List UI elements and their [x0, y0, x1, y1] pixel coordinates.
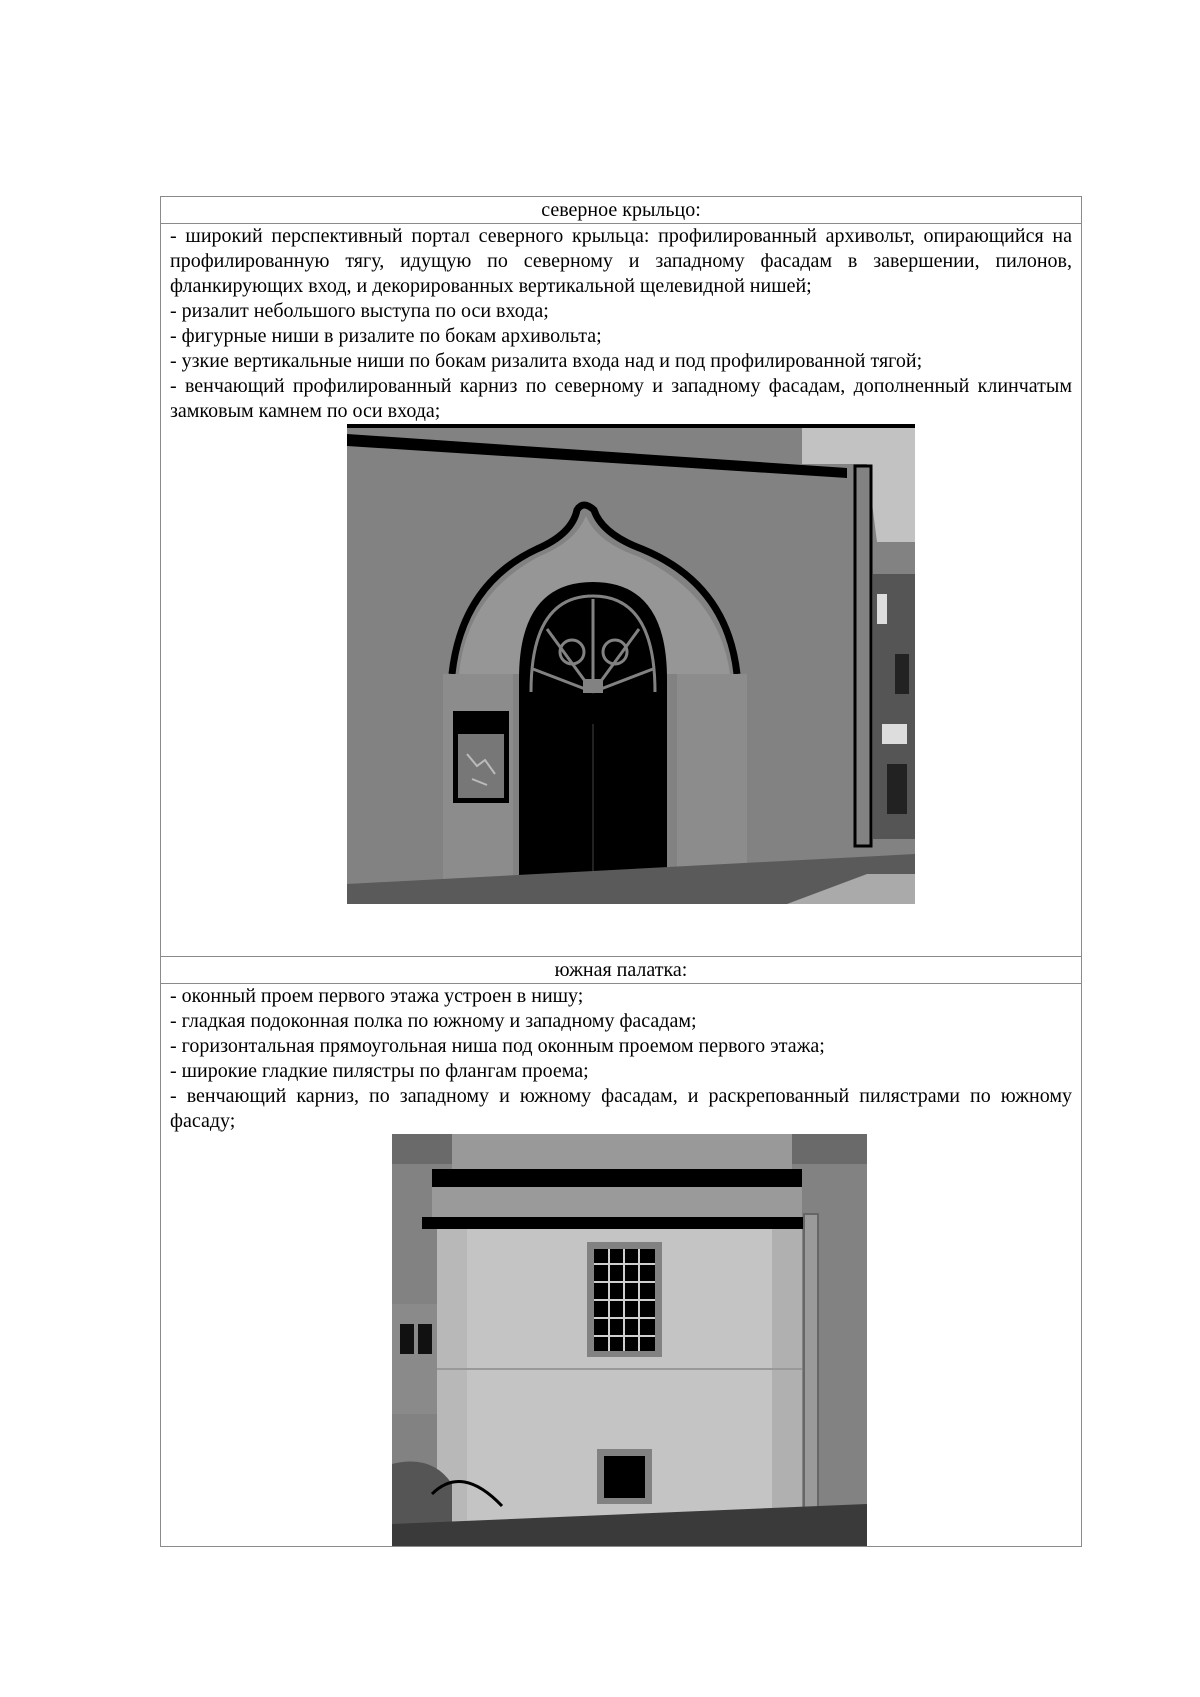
- north-porch-section: [161, 224, 1081, 957]
- north-item-3: - фигурные ниши в ризалите по бокам архивольта;: [170, 325, 602, 347]
- description-table: [160, 196, 1082, 1547]
- south-tent-photo: [392, 1134, 867, 1546]
- south-item-4: - широкие гладкие пилястры по флангам проема;: [170, 1060, 589, 1082]
- north-item-5: - венчающий профилированный карниз по северному и западному фасадам, дополненный клинчатым замковым камнем по оси входа;: [170, 375, 1072, 422]
- south-item-1: - оконный проем первого этажа устроен в нишу;: [170, 985, 584, 1007]
- south-item-2: - гладкая подоконная полка по южному и западному фасадам;: [170, 1010, 697, 1032]
- north-item-1: - широкий перспективный портал северного крыльца: профилированный архивольт, опирающийся на профилированную тягу, идущую по северному и западному фасадам в завершении, пилонов, фланкирующих вход, и декорированных вертикальной щелевидной нишей;: [170, 225, 1072, 297]
- south-tent-section: [161, 984, 1081, 1546]
- north-item-4: - узкие вертикальные ниши по бокам ризалита входа над и под профилированной тягой;: [170, 350, 923, 372]
- north-porch-heading: северное крыльцо:: [161, 197, 1081, 224]
- south-tent-image: [392, 1134, 867, 1546]
- south-item-3: - горизонтальная прямоугольная ниша под оконным проемом первого этажа;: [170, 1035, 825, 1057]
- north-porch-image: [347, 424, 915, 904]
- south-item-5: - венчающий карниз, по западному и южному фасадам, и раскрепованный пилястрами по южному фасаду;: [170, 1085, 1072, 1132]
- north-item-2: - ризалит небольшого выступа по оси входа;: [170, 300, 549, 322]
- south-tent-heading: южная палатка:: [161, 957, 1081, 984]
- north-porch-photo: [347, 424, 915, 904]
